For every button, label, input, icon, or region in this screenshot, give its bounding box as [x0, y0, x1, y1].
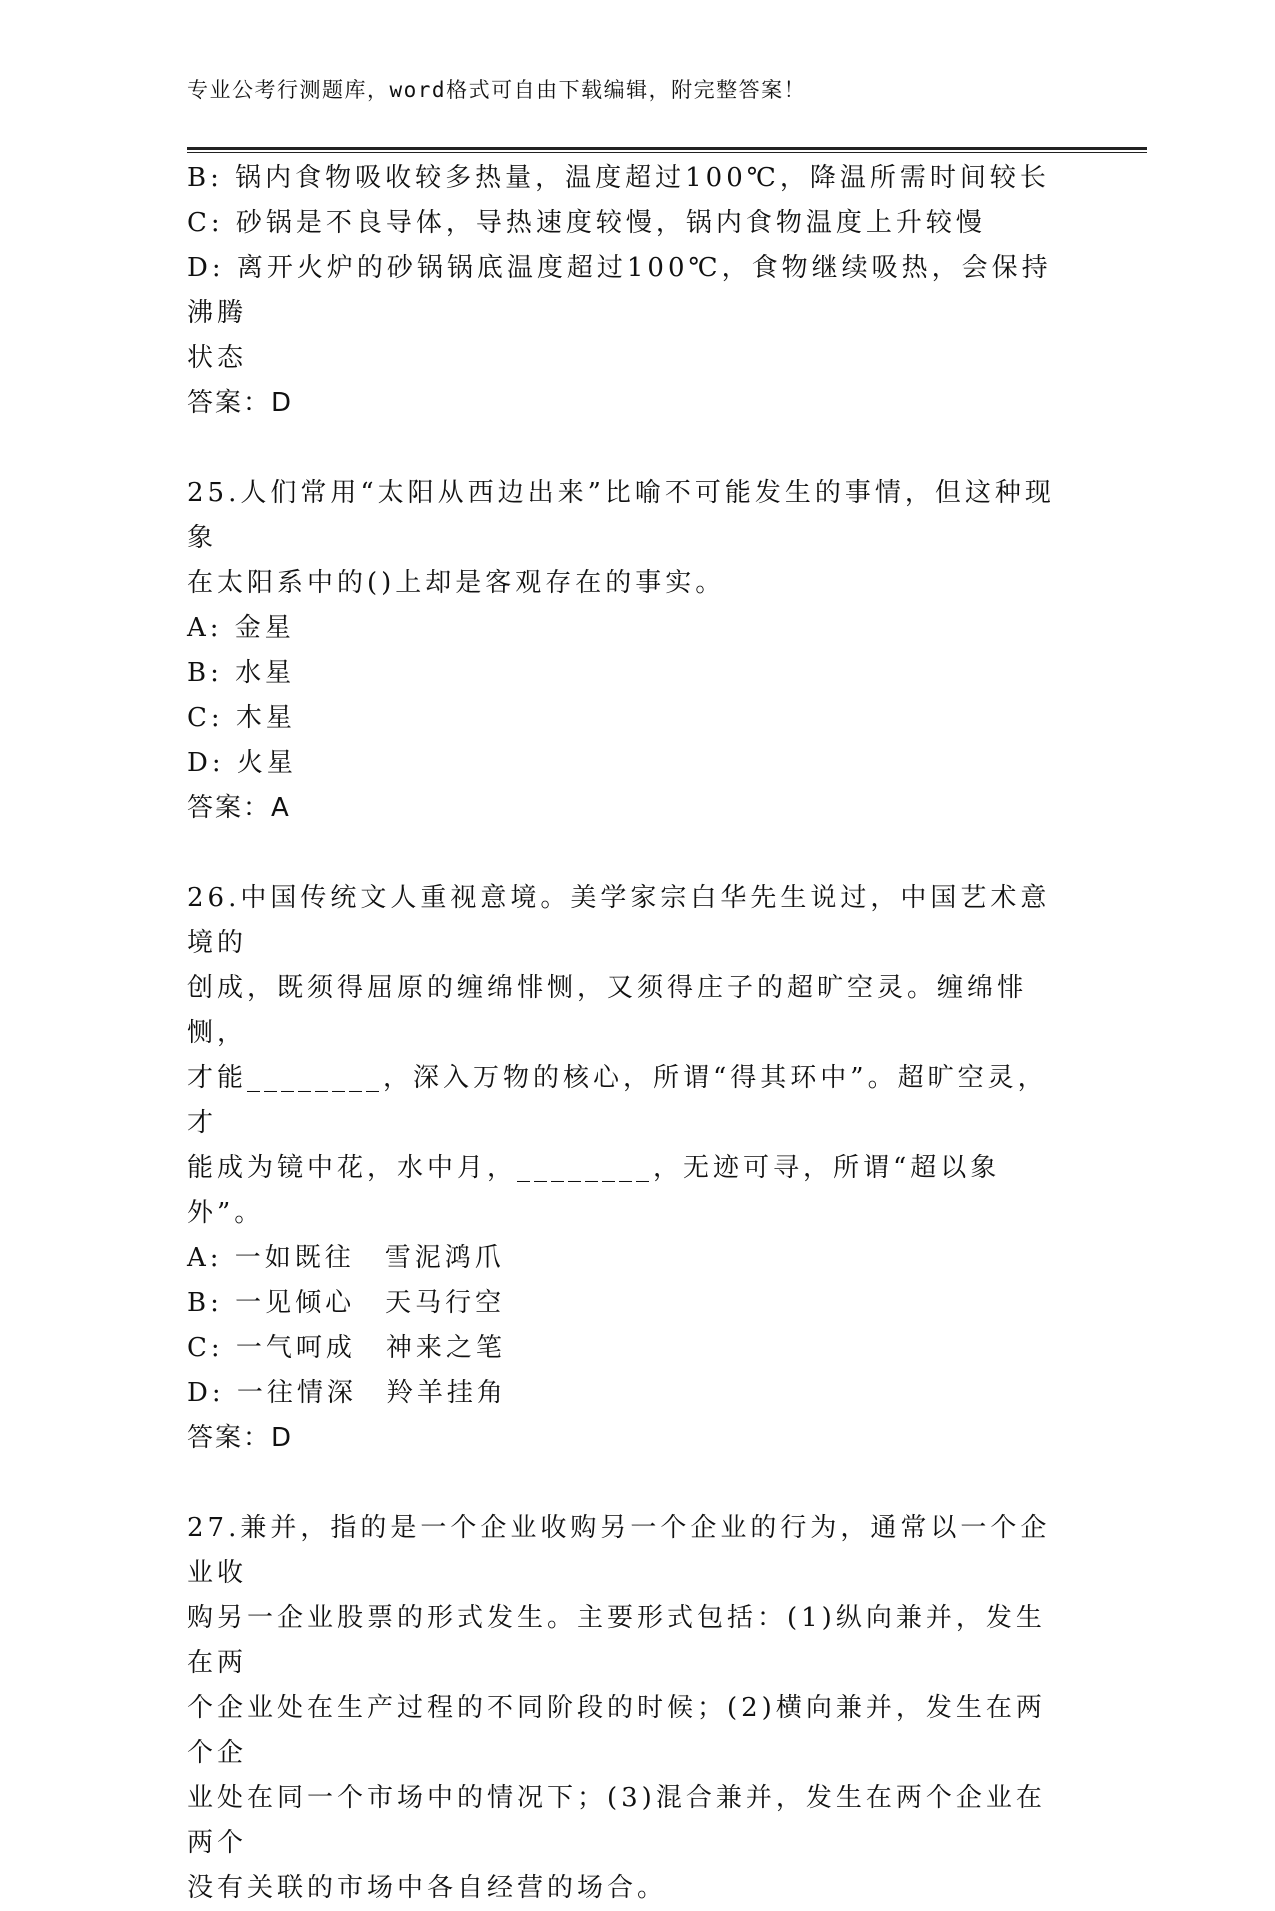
question-stem-line: 才能________，深入万物的核心，所谓“得其环中”。超旷空灵，才 — [187, 1063, 1048, 1138]
page-header: 专业公考行测题库，word格式可自由下载编辑，附完整答案！ — [187, 78, 807, 102]
question-stem-line: 创成，既须得屈原的缠绵悱恻，又须得庄子的超旷空灵。缠绵悱恻， — [187, 973, 1028, 1048]
option-d-continued: 状态 — [187, 343, 248, 373]
option-b: B: 锅内食物吸收较多热量，温度超过100℃，降温所需时间较长 — [187, 163, 1050, 193]
question-stem-line: 业处在同一个市场中的情况下；(3)混合兼并，发生在两个企业在两个 — [187, 1783, 1046, 1858]
header-rule-thick — [187, 147, 1147, 150]
question-stem-line: 没有关联的市场中各自经营的场合。 — [187, 1873, 668, 1903]
question-26 — [187, 876, 1067, 1461]
question-stem-line: 25.人们常用“太阳从西边出来”比喻不可能发生的事情，但这种现象 — [187, 478, 1055, 553]
question-stem-line: 个企业处在生产过程的不同阶段的时候；(2)横向兼并，发生在两个企 — [187, 1693, 1046, 1768]
answer: 答案：D — [187, 1423, 294, 1453]
option-a: A: 一如既往 雪泥鸿爪 — [187, 1243, 505, 1273]
question-stem-line: 购另一企业股票的形式发生。主要形式包括：(1)纵向兼并，发生在两 — [187, 1603, 1046, 1678]
option-b: B: 一见倾心 天马行空 — [187, 1288, 506, 1318]
option-d: D: 火星 — [187, 748, 297, 778]
option-d: D: 离开火炉的砂锅锅底温度超过100℃，食物继续吸热，会保持沸腾 — [187, 253, 1052, 328]
header-rule-thin — [187, 152, 1147, 153]
option-c: C: 木星 — [187, 703, 296, 733]
question-24-tail — [187, 156, 1067, 426]
option-a: A: 金星 — [187, 613, 295, 643]
answer: 答案：D — [187, 388, 294, 418]
question-stem-line: 在太阳系中的()上却是客观存在的事实。 — [187, 568, 726, 598]
question-25 — [187, 471, 1067, 831]
question-content — [187, 156, 1067, 1911]
option-d: D: 一往情深 羚羊挂角 — [187, 1378, 507, 1408]
question-stem-line: 26.中国传统文人重视意境。美学家宗白华先生说过，中国艺术意境的 — [187, 883, 1051, 958]
question-stem-line: 能成为镜中花，水中月，________，无迹可寻，所谓“超以象外”。 — [187, 1153, 1001, 1228]
option-c: C: 砂锅是不良导体，导热速度较慢，锅内食物温度上升较慢 — [187, 208, 986, 238]
option-c: C: 一气呵成 神来之笔 — [187, 1333, 506, 1363]
option-b: B: 水星 — [187, 658, 296, 688]
answer: 答案：A — [187, 793, 291, 823]
question-27 — [187, 1506, 1067, 1911]
question-stem-line: 27.兼并，指的是一个企业收购另一个企业的行为，通常以一个企业收 — [187, 1513, 1051, 1588]
